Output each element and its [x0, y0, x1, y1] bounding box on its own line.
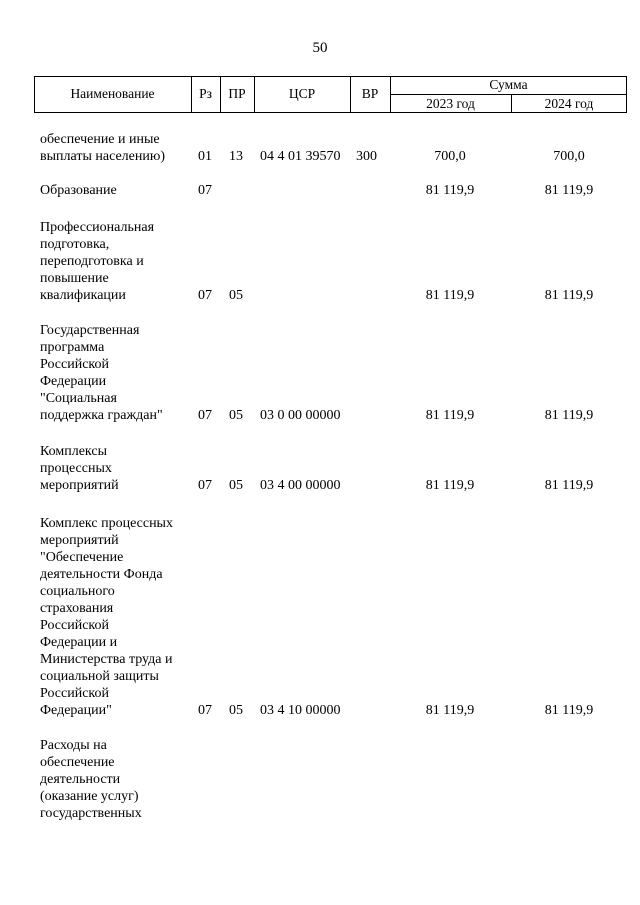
row-csr: 04 4 01 39570 [260, 149, 341, 164]
row-name-line: (оказание услуг) [40, 789, 139, 804]
header-year-2024: 2024 год [544, 96, 594, 111]
row-name-line: Федерации и [40, 635, 118, 650]
header-pr: ПР [228, 86, 246, 101]
row-csr: 03 0 00 00000 [260, 408, 341, 423]
row-name-line: страхования [40, 601, 114, 616]
row-name-line: квалификации [40, 288, 126, 303]
row-name-line: социальной защиты [40, 669, 159, 684]
row-csr: 03 4 10 00000 [260, 703, 341, 718]
row-sum-2024: 81 119,9 [544, 183, 594, 198]
row-name-line: Комплекс процессных [40, 516, 173, 531]
row-name-line: Расходы на [40, 738, 107, 753]
row-sum-2023: 81 119,9 [425, 183, 475, 198]
row-name-line: мероприятий [40, 478, 119, 493]
row-rz: 07 [198, 408, 212, 423]
row-name-line: выплаты населению) [40, 149, 165, 164]
row-name-line: "Социальная [40, 391, 117, 406]
row-name-line: процессных [40, 461, 112, 476]
row-sum-2024: 81 119,9 [544, 478, 594, 493]
row-rz: 07 [198, 183, 212, 198]
row-name-line: поддержка граждан" [40, 408, 163, 423]
row-sum-2023: 81 119,9 [425, 288, 475, 303]
row-sum-2023: 81 119,9 [425, 478, 475, 493]
row-pr: 13 [229, 149, 243, 164]
row-rz: 07 [198, 703, 212, 718]
row-name-line: социального [40, 584, 115, 599]
row-name-line: Образование [40, 183, 117, 198]
row-name-line: Комплексы [40, 444, 107, 459]
row-name-line: государственных [40, 806, 142, 821]
row-vr: 300 [356, 149, 377, 164]
row-name-line: Федерации [40, 374, 107, 389]
row-name-line: Российской [40, 357, 109, 372]
row-sum-2023: 81 119,9 [425, 408, 475, 423]
row-sum-2024: 81 119,9 [544, 703, 594, 718]
row-csr: 03 4 00 00000 [260, 478, 341, 493]
row-name-line: обеспечение [40, 755, 115, 770]
header-vr: ВР [361, 86, 379, 101]
row-sum-2023: 700,0 [434, 149, 466, 164]
row-name-line: деятельности Фонда [40, 567, 163, 582]
row-sum-2024: 81 119,9 [544, 408, 594, 423]
row-name-line: Государственная [40, 323, 140, 338]
header-sum: Сумма [489, 77, 528, 92]
row-pr: 05 [229, 478, 243, 493]
row-name-line: повышение [40, 271, 109, 286]
row-name-line: переподготовка и [40, 254, 144, 269]
page-number: 50 [312, 40, 328, 56]
row-sum-2024: 700,0 [553, 149, 585, 164]
row-name [40, 737, 190, 822]
row-pr: 05 [229, 288, 243, 303]
row-pr: 05 [229, 703, 243, 718]
row-sum-2024: 81 119,9 [544, 288, 594, 303]
header-name: Наименование [70, 86, 155, 101]
row-sum-2023: 81 119,9 [425, 703, 475, 718]
row-name-line: "Обеспечение [40, 550, 124, 565]
row-name-line: мероприятий [40, 533, 119, 548]
row-name-line: деятельности [40, 772, 121, 787]
header-year-2023: 2023 год [426, 96, 475, 111]
row-name-line: подготовка, [40, 237, 110, 252]
row-name-line: Федерации" [40, 703, 112, 718]
row-name-line: Российской [40, 686, 109, 701]
row-name-line: программа [40, 340, 105, 355]
row-name-line: обеспечение и иные [40, 132, 160, 147]
row-rz: 01 [198, 149, 212, 164]
row-name-line: Профессиональная [40, 220, 155, 235]
row-rz: 07 [198, 288, 212, 303]
row-name-line: Российской [40, 618, 109, 633]
header-rz: Рз [199, 86, 212, 101]
row-pr: 05 [229, 408, 243, 423]
header-csr: ЦСР [288, 86, 316, 101]
row-rz: 07 [198, 478, 212, 493]
row-name-line: Министерства труда и [40, 652, 173, 667]
